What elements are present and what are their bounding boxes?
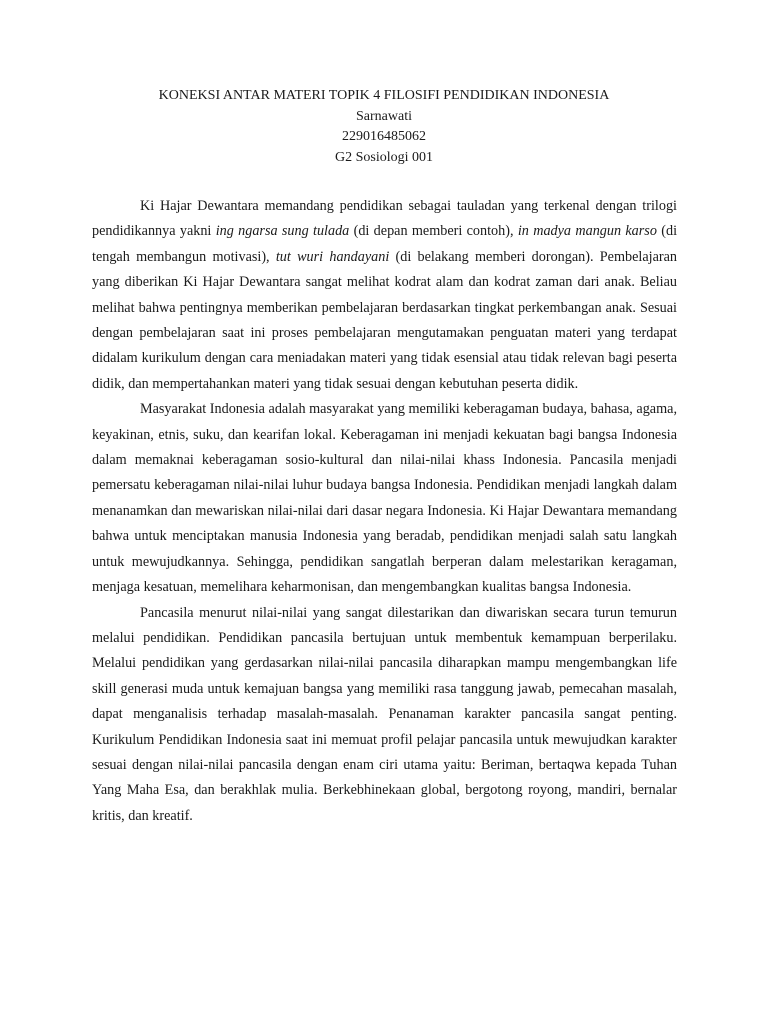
author-name: Sarnawati	[356, 108, 412, 124]
paragraph-text: Pancasila menurut nilai-nilai yang sangat dilestarikan dan diwariskan secara turun temurun melalui pendidikan. Pendidikan pancasila bertujuan untuk membentuk kemampuan berperilaku. Melalui pendidikan yang gerdasarkan nilai-nilai pancasila diharapkan mampu mengembangkan life skill generasi muda untuk kemajuan bangsa yang memiliki rasa tanggung jawab, pemecahan masalah, dapat menganalisis terhadap masalah-masalah. Penanaman karakter pancasila sangat penting. Kurikulum Pendidikan Indonesia saat ini memuat profil pelajar pancasila untuk mewujudkan karakter sesuai dengan nilai-nilai pancasila dengan enam ciri utama yaitu: Beriman, bertaqwa kepada Tuhan Yang Maha Esa, dan berakhlak mulia. Berkebhinekaan global, bergotong royong, mandiri, bernalar kritis, dan kreatif.	[92, 604, 677, 824]
document-body	[92, 194, 677, 829]
body-paragraph	[92, 194, 677, 397]
italic-term: ing ngarsa sung tulada	[215, 223, 350, 240]
body-paragraph	[92, 397, 677, 600]
paragraph-text: Ki Hajar Dewantara memandang pendidikan sebagai tauladan yang terkenal dengan trilogi pendidikannya yakni	[92, 198, 677, 240]
student-id: 229016485062	[342, 129, 426, 144]
paragraph-text: (di tengah membangun motivasi),	[92, 223, 678, 265]
paragraph-text: (di depan memberi contoh),	[349, 223, 518, 240]
body-paragraph	[92, 601, 677, 830]
document-title: KONEKSI ANTAR MATERI TOPIK 4 FILOSIFI PENDIDIKAN INDONESIA	[158, 88, 610, 103]
paragraph-text: (di belakang memberi dorongan). Pembelajaran yang diberikan Ki Hajar Dewantara sangat melihat kodrat alam dan kodrat zaman dari anak. Beliau melihat bahwa pentingnya memberikan pembelajaran berdasarkan tingkat perkembangan anak. Sesuai dengan pembelajaran saat ini proses pembelajaran mengutamakan penguatan materi yang terdapat didalam kurikulum dengan cara meniadakan materi yang tidak esensial atau tidak relevan bagi peserta didik, dan mempertahankan materi yang tidak sesuai dengan kebutuhan peserta didik.	[92, 248, 677, 392]
italic-term: tut wuri handayani	[275, 248, 390, 265]
paragraph-text: Masyarakat Indonesia adalah masyarakat yang memiliki keberagaman budaya, bahasa, agama, keyakinan, etnis, suku, dan kearifan lokal. Keberagaman ini menjadi kekuatan bagi bangsa Indonesia dalam memaknai keberagaman sosio-kultural dan nilai-nilai khass Indonesia. Pancasila menjadi pemersatu keberagaman nilai-nilai luhur budaya bangsa Indonesia. Pendidikan menjadi langkah dalam menanamkan dan mewariskan nilai-nilai dari dasar negara Indonesia. Ki Hajar Dewantara memandang bahwa untuk menciptakan manusia Indonesia yang beradab, pendidikan menjadi salah satu langkah untuk mewujudkannya. Sehingga, pendidikan sangatlah berperan dalam melestarikan keragaman, menjaga kesatuan, memelihara keharmonisan, dan mengembangkan kualitas bangsa Indonesia.	[92, 401, 677, 596]
class-name: G2 Sosiologi 001	[334, 149, 433, 165]
italic-term: in madya mangun karso	[517, 223, 657, 240]
document-header	[0, 86, 768, 168]
